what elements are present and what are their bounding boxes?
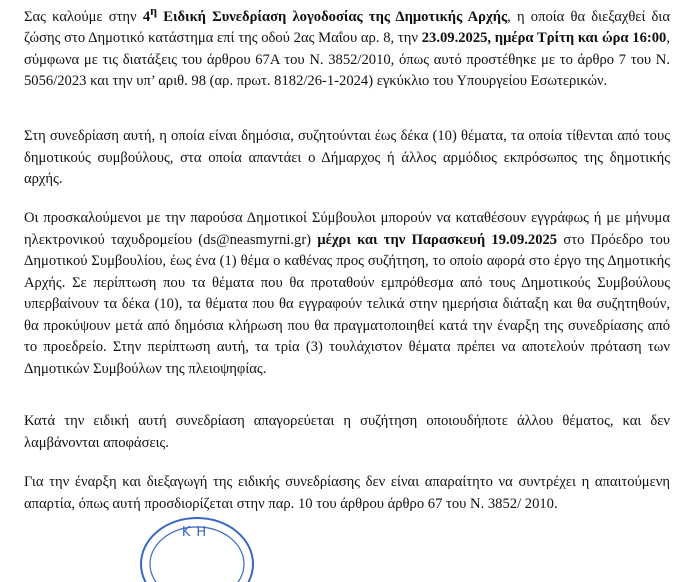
p1-text-3: , σύμφωνα με τις διατάξεις του άρθρου 67Α του Ν. 3852/2010, όπως αυτό προστέθηκε με το άρθρο 7 του Ν. 5056/2023 και την υπ’ αριθ. 98 (αρ. πρωτ. 8182/26-1-2024) εγκύκλιο του Υπουργείου Εσωτερικών. [24, 30, 671, 90]
session-title: Ειδική Συνεδρίαση λογοδοσίας της Δημοτικής Αρχής [157, 8, 508, 25]
p3-text-2: στο Πρόεδρο του Δημοτικού Συμβουλίου, έως ένα (1) θέμα ο καθένας προς συζήτηση, το οποίο αφορά στο έργο της Δημοτικής Αρχής. Σε περίπτωση που τα θέματα που θα προταθούν εμπρόθεσμα από τους Δημοτικούς Συμβούλους υπερβαίνουν τα δέκα (10), τα θέματα που θα εγγραφούν τελικά στην ημερήσια διάταξη και θα συζητηθούν, θα προκύψουν μετά από δημόσια κλήρωση που θα πραγματοποιηθεί κατά την έναρξη της συνεδρίασης από το προεδρείο. Στην περίπτωση αυτή, τα τρία (3) τουλάχιστον θέματα πρέπει να αποτελούν πρόταση των Δημοτικών Συμβούλων της πλειοψηφίας. [24, 231, 670, 377]
paragraph-public-session: Στη συνεδρίαση αυτή, η οποία είναι δημόσια, συζητούνται έως δέκα (10) θέματα, τα οποία τίθενται από τους δημοτικούς συμβούλους, στα οποία απαντάει ο Δήμαρχος ή άλλος αρμόδιος εκπρόσωπος της δημοτικής αρχής. [24, 128, 670, 187]
submission-deadline: μέχρι και την Παρασκευή 19.09.2025 [317, 231, 558, 248]
p1-text-1: Σας καλούμε στην [24, 8, 143, 25]
stamp-ring-outer [141, 518, 253, 582]
stamp-text: ΚΗ [181, 525, 213, 540]
p3-text-1: Οι προσκαλούμενοι με την παρούσα Δημοτικοί Σύμβουλοι μπορούν να καταθέσουν εγγράφως ή με μήνυμα ηλεκτρονικού ταχυδρομείου (ds@neasmyrni.gr) [24, 210, 670, 248]
official-stamp [138, 512, 256, 582]
session-number-digit: 4 [142, 8, 151, 25]
stamp-ring-inner [150, 527, 244, 582]
paragraph-restrictions: Κατά την ειδική αυτή συνεδρίαση απαγορεύεται η συζήτηση οποιουδήποτε άλλου θέματος, και δεν λαμβάνονται αποφάσεις. [24, 413, 670, 451]
paragraph-submission [24, 208, 670, 380]
session-number [142, 4, 158, 25]
paragraph-quorum: Για την έναρξη και διεξαγωγή της ειδικής συνεδρίασης δεν είναι απαραίτητο να συντρέχει η απαιτούμενη απαρτία, όπως αυτή προσδιορίζεται στην παρ. 10 του άρθρου άρθρο 67 του Ν. 3852/ 2010. [24, 474, 670, 512]
session-number-suffix: η [150, 4, 158, 18]
p1-text-2: , η οποία θα διεξαχθεί δια ζώσης στο Δημοτικό κατάστημα επί της οδού 2ας Μαΐου αρ. 8, την [24, 8, 670, 47]
session-date-time: 23.09.2025, ημέρα Τρίτη και ώρα 16:00 [421, 30, 667, 47]
paragraph-invitation [24, 1, 670, 93]
